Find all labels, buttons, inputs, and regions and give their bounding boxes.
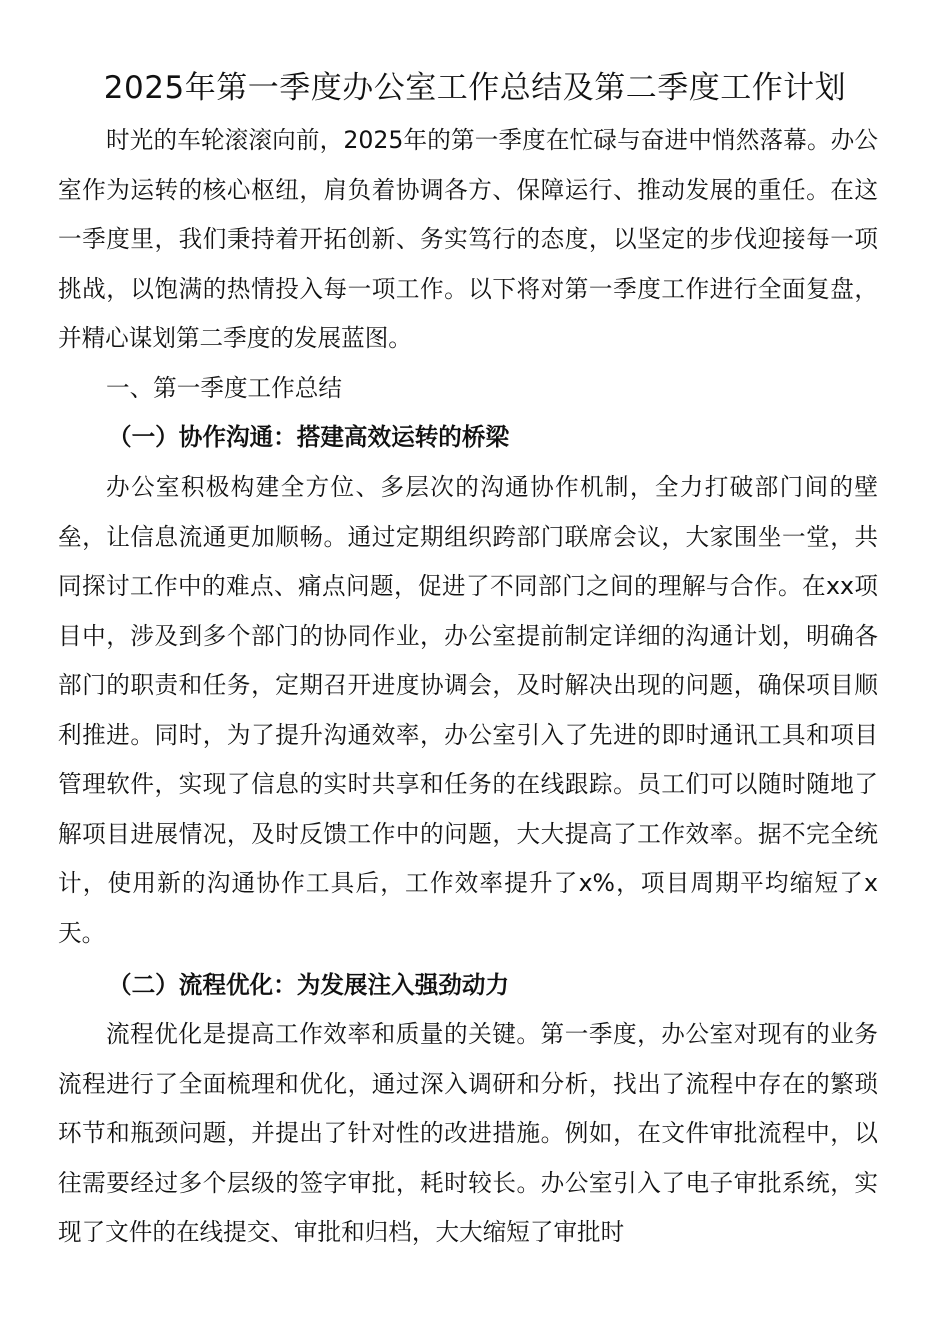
document-title: 2025年第一季度办公室工作总结及第二季度工作计划	[103, 70, 847, 106]
subheading-collaboration: （一）协作沟通：搭建高效运转的桥梁	[108, 423, 510, 451]
process-optimization-paragraph: 流程优化是提高工作效率和质量的关键。第一季度，办公室对现有的业务流程进行了全面梳理和优化，通过深入调研和分析，找出了流程中存在的繁琐环节和瓶颈问题，并提出了针对性的改进措施。例如，在文件审批流程中，以往需要经过多个层级的签字审批，耗时较长。办公室引入了电子审批系统，实现了文件的在线提交、审批和归档，大大缩短了审批时	[58, 1020, 878, 1246]
subheading-process-optimization: （二）流程优化：为发展注入强劲动力	[108, 971, 510, 999]
collaboration-paragraph: 办公室积极构建全方位、多层次的沟通协作机制，全力打破部门间的壁垒，让信息流通更加顺畅。通过定期组织跨部门联席会议，大家围坐一堂，共同探讨工作中的难点、痛点问题，促进了不同部门之间的理解与合作。在xx项目中，涉及到多个部门的协同作业，办公室提前制定详细的沟通计划，明确各部门的职责和任务，定期召开进度协调会，及时解决出现的问题，确保项目顺利推进。同时，为了提升沟通效率，办公室引入了先进的即时通讯工具和项目管理软件，实现了信息的实时共享和任务的在线跟踪。员工们可以随时随地了解项目进展情况，及时反馈工作中的问题，大大提高了工作效率。据不完全统计，使用新的沟通协作工具后，工作效率提升了x%，项目周期平均缩短了x天。	[58, 473, 878, 947]
intro-paragraph: 时光的车轮滚滚向前，2025年的第一季度在忙碌与奋进中悄然落幕。办公室作为运转的核心枢纽，肩负着协调各方、保障运行、推动发展的重任。在这一季度里，我们秉持着开拓创新、务实笃行的态度，以坚定的步伐迎接每一项挑战，以饱满的热情投入每一项工作。以下将对第一季度工作进行全面复盘，并精心谋划第二季度的发展蓝图。	[58, 126, 878, 352]
section-heading-summary: 一、第一季度工作总结	[106, 374, 342, 402]
